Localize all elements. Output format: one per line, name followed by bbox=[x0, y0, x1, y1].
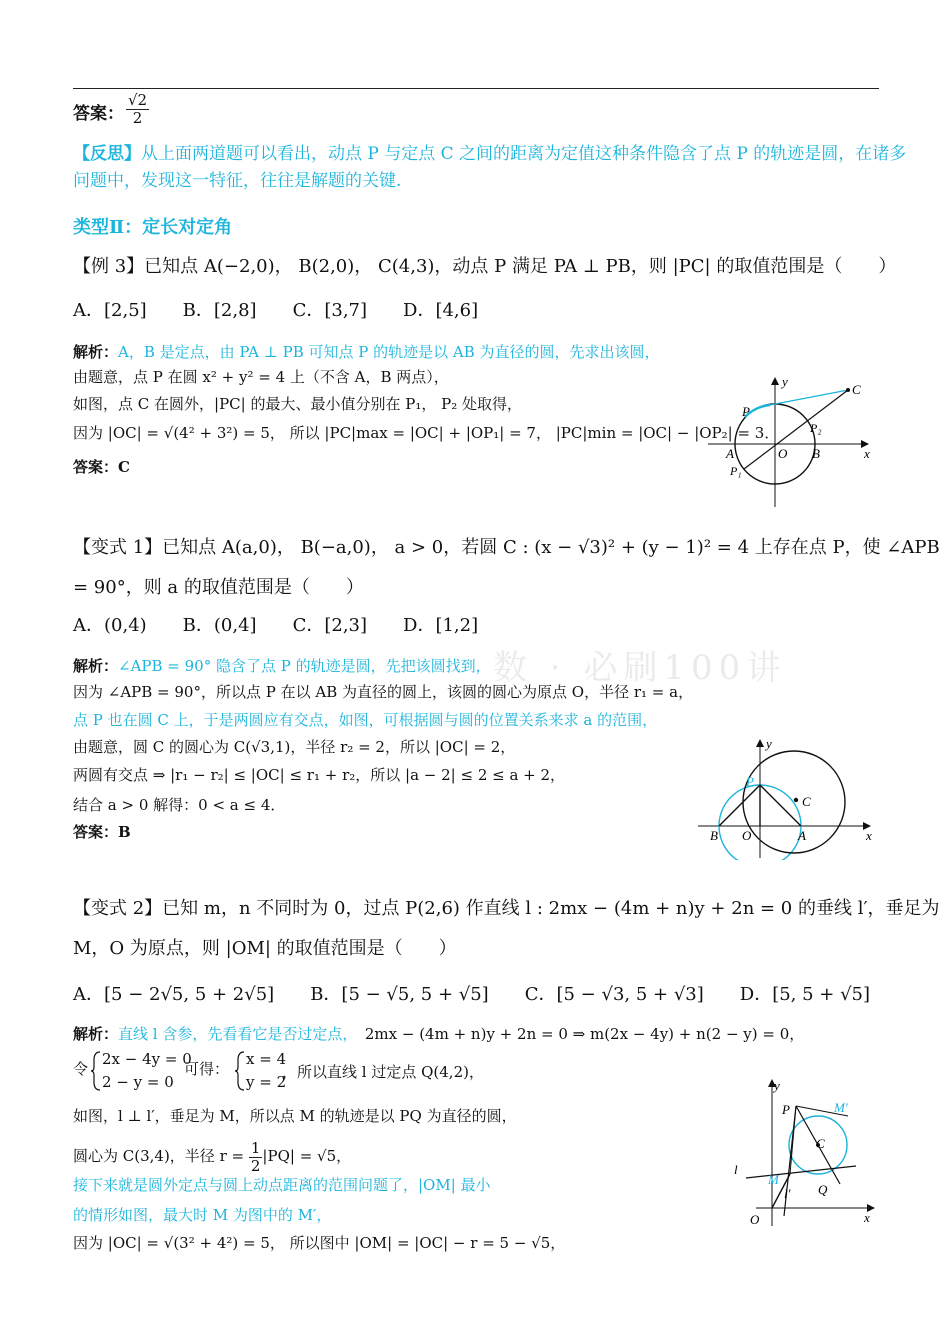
variant2-solution-3: 如图，l ⊥ l′，垂足为 M，所以点 M 的轨迹是以 PQ 为直径的圆， bbox=[73, 1107, 517, 1125]
left-brace-2 bbox=[234, 1050, 246, 1092]
answer-label: 答案： bbox=[73, 104, 124, 124]
solution-label: 解析： bbox=[73, 1025, 119, 1043]
example3-options: A．[2,5] B．[2,8] C．[3,7] D．[4,6] bbox=[73, 300, 479, 321]
reflection-tag: 【反思】 bbox=[73, 144, 141, 164]
answer-numerator: √2 bbox=[128, 91, 148, 109]
system2-eq1: x = 4 bbox=[246, 1050, 287, 1068]
fig1-label: P₂ bbox=[810, 421, 822, 435]
figure-2 bbox=[694, 734, 878, 860]
fig3-label: M′ bbox=[834, 1100, 848, 1115]
example3-question: 【例 3】已知点 A(−2,0)， B(2,0)， C(4,3)，动点 P 满足 PA ⊥ PB，则 |PC| 的取值范围是（ ） bbox=[73, 256, 897, 277]
solution-label: 解析： bbox=[73, 657, 119, 675]
radius-denominator: 2 bbox=[250, 1156, 261, 1175]
fig1-label: B bbox=[812, 446, 820, 461]
variant2-solution-7: 因为 |OC| = √(3² + 4²) = 5， 所以图中 |OM| = |OC| − r = 5 − √5， bbox=[73, 1234, 566, 1252]
fig3-label: l′ bbox=[784, 1186, 791, 1201]
fig2-label: A bbox=[798, 828, 806, 843]
variant1-solution-5: 两圆有交点 ⇒ |r₁ − r₂| ≤ |OC| ≤ r₁ + r₂，所以 |a − 2| ≤ 2 ≤ a + 2， bbox=[73, 766, 566, 784]
section-title: 类型Ⅱ：定长对定角 bbox=[73, 217, 233, 238]
solution-label: 解析： bbox=[73, 343, 119, 361]
fig1-label: O bbox=[778, 446, 788, 461]
example3-solution-3: 如图，点 C 在圆外，|PC| 的最大、最小值分别在 P₁， P₂ 处取得， bbox=[73, 395, 522, 413]
variant2-question-2: M，O 为原点，则 |OM| 的取值范围是（ ） bbox=[73, 938, 457, 959]
solution-hint: A，B 是定点，由 PA ⊥ PB 可知点 P 的轨迹是以 AB 为直径的圆，先求出该圆， bbox=[118, 343, 660, 361]
fig3-label: l bbox=[734, 1162, 738, 1177]
variant1-solution-6: 结合 a > 0 解得：0 < a ≤ 4． bbox=[73, 796, 286, 814]
radius-prefix: 圆心为 C(3,4)，半径 r = bbox=[73, 1147, 245, 1165]
variant2-solution-2-post: ，所以直线 l 过定点 Q(4,2)， bbox=[282, 1063, 484, 1081]
fig3-label: O bbox=[750, 1212, 760, 1227]
fig2-label: B bbox=[710, 828, 718, 843]
reflection-text-1: 从上面两道题可以看出，动点 P 与定点 C 之间的距离为定值这种条件隐含了点 P 的轨迹是圆，在诸多 bbox=[141, 144, 907, 164]
variant2-solution-4 bbox=[73, 1140, 351, 1174]
example3-solution-1 bbox=[73, 343, 660, 361]
fig1-label: x bbox=[864, 446, 870, 461]
answer-fraction bbox=[126, 92, 149, 126]
radius-suffix: |PQ| = √5， bbox=[262, 1147, 352, 1165]
fig1-label: A bbox=[726, 446, 734, 461]
figure-3 bbox=[728, 1076, 878, 1232]
answer-denominator: 2 bbox=[132, 108, 143, 127]
fig3-label: C bbox=[816, 1136, 825, 1151]
fig2-label: O bbox=[742, 828, 752, 843]
example3-solution-4: 因为 |OC| = √(4² + 3²) = 5， 所以 |PC|max = |OC| + |OP₁| = 7， |PC|min = |OC| − |OP₂| = 3． bbox=[73, 424, 780, 442]
variant1-answer: 答案：B bbox=[73, 823, 131, 841]
fig2-label: C bbox=[802, 794, 811, 809]
variant2-solution-2-pre: 令 bbox=[73, 1060, 89, 1078]
system2-eq2: y = 2 bbox=[246, 1073, 287, 1091]
example3-solution-2: 由题意，点 P 在圆 x² + y² = 4 上（不含 A，B 两点）， bbox=[73, 368, 449, 386]
variant1-solution-4: 由题意，圆 C 的圆心为 C(√3,1)，半径 r₂ = 2，所以 |OC| = 2， bbox=[73, 738, 516, 756]
variant2-options: A．[5 − 2√5, 5 + 2√5] B．[5 − √5, 5 + √5] C．[5 − √3, 5 + √3] D．[5, 5 + √5] bbox=[73, 984, 871, 1005]
variant1-solution-3: 点 P 也在圆 C 上，于是两圆应有交点，如图，可根据圆与圆的位置关系来求 a 的范围， bbox=[73, 711, 658, 729]
fig3-label: M bbox=[768, 1172, 779, 1187]
fig3-label: y bbox=[774, 1078, 780, 1093]
variant1-options: A．(0,4) B．(0,4] C．[2,3] D．[1,2] bbox=[73, 615, 479, 636]
example3-answer: 答案：C bbox=[73, 458, 130, 476]
fig2-label: y bbox=[766, 736, 772, 751]
variant2-solution-1 bbox=[73, 1025, 804, 1043]
figure-1 bbox=[700, 372, 880, 512]
fig1-label: y bbox=[782, 374, 788, 389]
variant1-solution-1 bbox=[73, 657, 491, 675]
fig3-label: x bbox=[864, 1210, 870, 1225]
system1-eq2: 2 − y = 0 bbox=[102, 1073, 174, 1091]
watermark: 数 · 必刷100讲 bbox=[493, 648, 787, 688]
variant2-question-1: 【变式 2】已知 m，n 不同时为 0，过点 P(2,6) 作直线 l : 2mx − (4m + n)y + 2n = 0 的垂线 l′，垂足为 bbox=[73, 898, 940, 919]
fig3-label: Q bbox=[818, 1182, 828, 1197]
solution-equation: 2mx − (4m + n)y + 2n = 0 ⇒ m(2x − 4y) + n(2 − y) = 0， bbox=[364, 1025, 805, 1043]
solution-hint: ∠APB = 90° 隐含了点 P 的轨迹是圆，先把该圆找到， bbox=[118, 657, 491, 675]
fig1-label: C bbox=[852, 382, 861, 397]
variant1-question-2: = 90°，则 a 的取值范围是（ ） bbox=[73, 577, 364, 598]
variant2-solution-2-mid: 可得： bbox=[184, 1060, 230, 1078]
top-rule bbox=[73, 88, 879, 89]
solution-hint: 直线 l 含参，先看看它是否过定点， bbox=[118, 1025, 350, 1043]
variant1-question-1: 【变式 1】已知点 A(a,0)， B(−a,0)， a > 0，若圆 C : (x − √3)² + (y − 1)² = 4 上存在点 P，使 ∠APB bbox=[73, 537, 940, 558]
fig2-label: x bbox=[866, 828, 872, 843]
variant2-solution-6: 的情形如图，最大时 M 为图中的 M′， bbox=[73, 1206, 332, 1224]
system1-eq1: 2x − 4y = 0 bbox=[102, 1050, 192, 1068]
variant1-solution-2: 因为 ∠APB = 90°，所以点 P 在以 AB 为直径的圆上，该圆的圆心为原点 O，半径 r₁ = a， bbox=[73, 683, 694, 701]
left-brace-1 bbox=[90, 1050, 102, 1092]
variant2-solution-5: 接下来就是圆外定点与圆上动点距离的范围问题了，|OM| 最小 bbox=[73, 1176, 491, 1194]
fig1-label: P₁ bbox=[730, 464, 742, 478]
fig2-label: P bbox=[746, 774, 754, 789]
radius-numerator: 1 bbox=[250, 1139, 261, 1157]
fig3-label: P bbox=[782, 1102, 790, 1117]
reflection-line-1 bbox=[73, 144, 906, 164]
reflection-line-2: 问题中，发现这一特征，往往是解题的关键. bbox=[73, 171, 402, 191]
fig1-label: P bbox=[742, 404, 750, 419]
